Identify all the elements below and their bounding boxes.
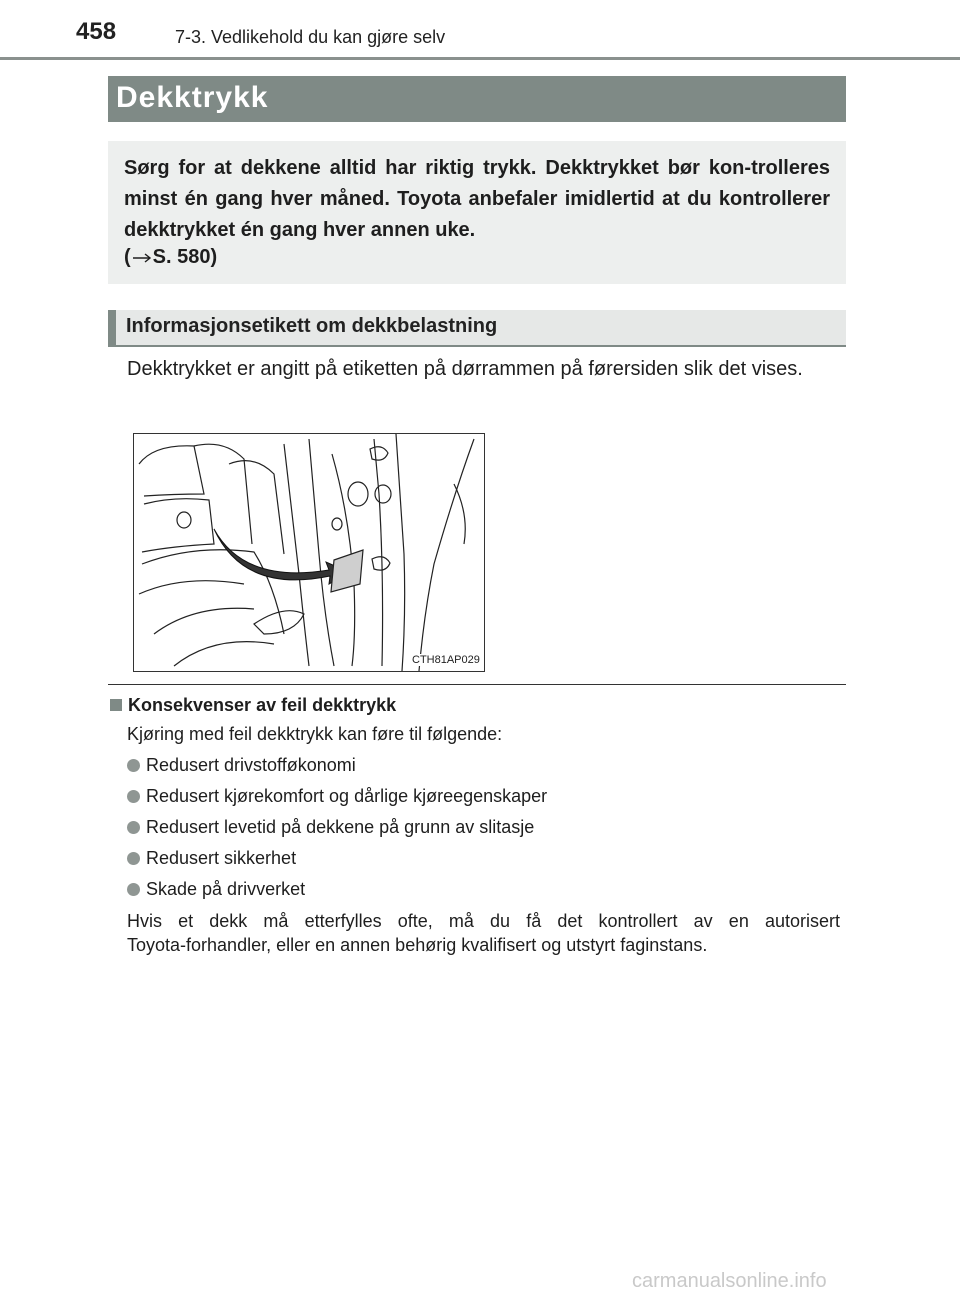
- list-item: [127, 878, 547, 909]
- list-item-text: Skade på drivverket: [146, 879, 306, 899]
- figure-code: CTH81AP029: [412, 654, 480, 666]
- section-divider: [108, 684, 846, 685]
- bullet-dot-icon: [127, 790, 140, 803]
- intro-text: Sørg for at dekkene alltid har riktig trykk. Dekktrykket bør kon-trolleres minst én gang hver måned. Toyota anbefaler imidlertid at du kontrollerer dekktrykket én gang hver annen uke.: [124, 157, 830, 241]
- list-item-text: Redusert sikkerhet: [146, 848, 297, 868]
- bullet-dot-icon: [127, 821, 140, 834]
- bullet-dot-icon: [127, 883, 140, 896]
- section-body: Dekktrykket er angitt på etiketten på dørrammen på førersiden slik det vises.: [127, 358, 803, 380]
- door-frame-illustration: [133, 433, 485, 672]
- header-rule: [0, 57, 960, 60]
- ref-open-paren: (: [124, 246, 131, 268]
- chapter-title: 7-3. Vedlikehold du kan gjøre selv: [175, 27, 446, 47]
- ref-text: S. 580): [152, 246, 218, 268]
- arrow-right-icon: [131, 252, 153, 264]
- consequences-list: [127, 754, 547, 909]
- list-item: [127, 847, 547, 878]
- section-title: Informasjonsetikett om dekkbelastning: [126, 315, 498, 337]
- bullet-dot-icon: [127, 759, 140, 772]
- consequences-intro: Kjøring med feil dekktrykk kan føre til følgende:: [127, 724, 503, 744]
- intro-box: [108, 141, 846, 284]
- list-item-text: Redusert drivstofføkonomi: [146, 755, 356, 775]
- square-bullet-icon: [110, 699, 122, 711]
- watermark: carmanualsonline.info: [632, 1270, 827, 1292]
- title-bar: [108, 76, 846, 122]
- list-item-text: Redusert levetid på dekkene på grunn av slitasje: [146, 817, 535, 837]
- list-item-text: Redusert kjørekomfort og dårlige kjøreegenskaper: [146, 786, 548, 806]
- closing-line-1: Hvis et dekk må etterfylles ofte, må du få det kontrollert av en autorisert: [127, 911, 840, 931]
- illustration-drawing: [134, 434, 484, 671]
- list-item: [127, 754, 547, 785]
- consequences-heading: [110, 695, 396, 716]
- page-reference[interactable]: [124, 246, 217, 269]
- list-item: [127, 785, 547, 816]
- list-item: [127, 816, 547, 847]
- bullet-dot-icon: [127, 852, 140, 865]
- page-title: Dekktrykk: [116, 81, 269, 114]
- closing-line-2: Toyota-forhandler, eller en annen behørig kvalifisert og utstyrt faginstans.: [127, 935, 708, 955]
- section-accent: [108, 310, 116, 345]
- page-number: 458: [76, 18, 117, 45]
- page-header: [0, 0, 960, 62]
- closing-paragraph: [127, 909, 840, 957]
- consequences-heading-text: Konsekvenser av feil dekktrykk: [128, 695, 397, 715]
- section-header: [108, 310, 846, 347]
